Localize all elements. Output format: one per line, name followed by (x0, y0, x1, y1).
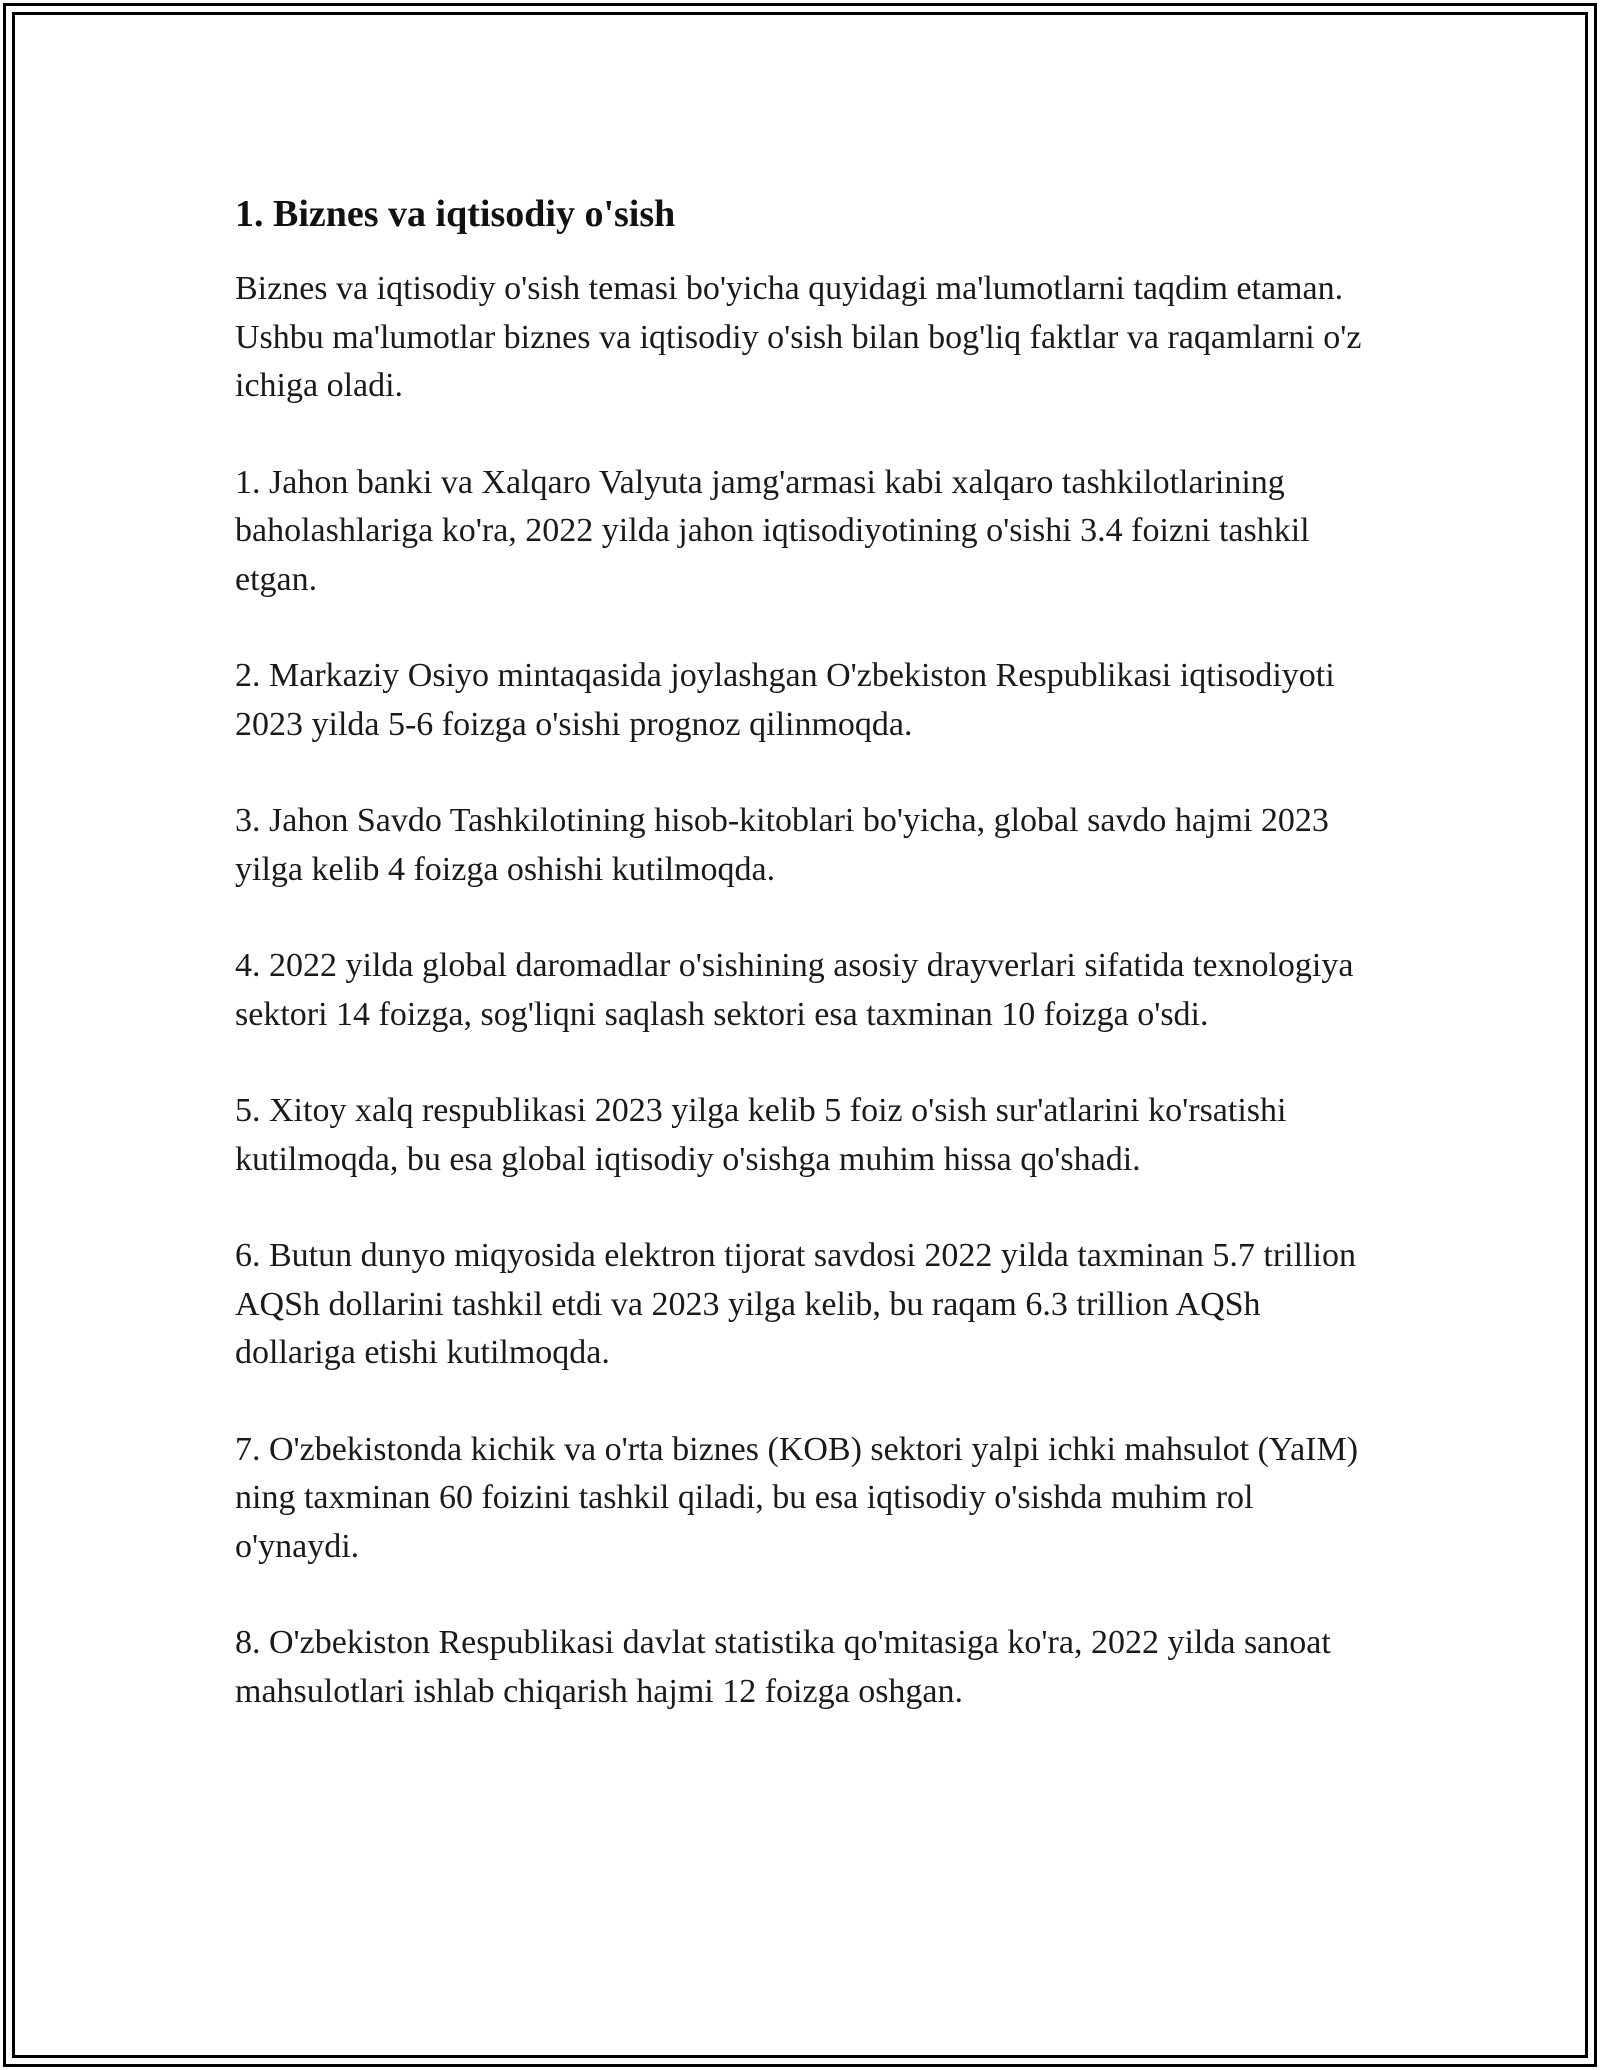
list-item: 2. Markaziy Osiyo mintaqasida joylashgan O'zbekiston Respublikasi iqtisodiyoti 2023 yilda 5-6 foizga o'sishi prognoz qilinmoqda. (235, 657, 1335, 743)
list-item: 7. O'zbekistonda kichik va o'rta biznes (KOB) sektori yalpi ichki mahsulot (YaIM) ning taxminan 60 foizini tashkil qiladi, bu esa iqtisodiy o'sishda muhim rol o'ynaydi. (235, 1430, 1359, 1565)
document-body (235, 185, 1375, 1764)
list-item: 5. Xitoy xalq respublikasi 2023 yilga kelib 5 foiz o'sish sur'atlarini ko'rsatishi kutilmoqda, bu esa global iqtisodiy o'sishga muhim hissa qo'shadi. (235, 1092, 1287, 1178)
list-item: 1. Jahon banki va Xalqaro Valyuta jamg'armasi kabi xalqaro tashkilotlarining baholashlariga ko'ra, 2022 yilda jahon iqtisodiyotining o'sishi 3.4 foizni tashkil etgan. (235, 463, 1310, 598)
list-item: 8. O'zbekiston Respublikasi davlat statistika qo'mitasiga ko'ra, 2022 yilda sanoat mahsulotlari ishlab chiqarish hajmi 12 foizga oshgan. (235, 1624, 1331, 1710)
list-item: 4. 2022 yilda global daromadlar o'sishining asosiy drayverlari sifatida texnologiya sektori 14 foizga, sog'liqni saqlash sektori esa taxminan 10 foizga o'sdi. (235, 947, 1354, 1033)
document-heading: 1. Biznes va iqtisodiy o'sish (235, 193, 676, 235)
list-item: 6. Butun dunyo miqyosida elektron tijorat savdosi 2022 yilda taxminan 5.7 trillion AQSh dollarini tashkil etdi va 2023 yilga kelib, bu raqam 6.3 trillion AQSh dollariga etishi kutilmoqda. (235, 1237, 1356, 1371)
intro-paragraph: Biznes va iqtisodiy o'sish temasi bo'yicha quyidagi ma'lumotlarni taqdim etaman. Ushbu ma'lumotlar biznes va iqtisodiy o'sish bilan bog'liq faktlar va raqamlarni o'z ichiga oladi. (235, 270, 1362, 404)
list-item: 3. Jahon Savdo Tashkilotining hisob-kitoblari bo'yicha, global savdo hajmi 2023 yilga kelib 4 foizga oshishi kutilmoqda. (235, 802, 1329, 888)
